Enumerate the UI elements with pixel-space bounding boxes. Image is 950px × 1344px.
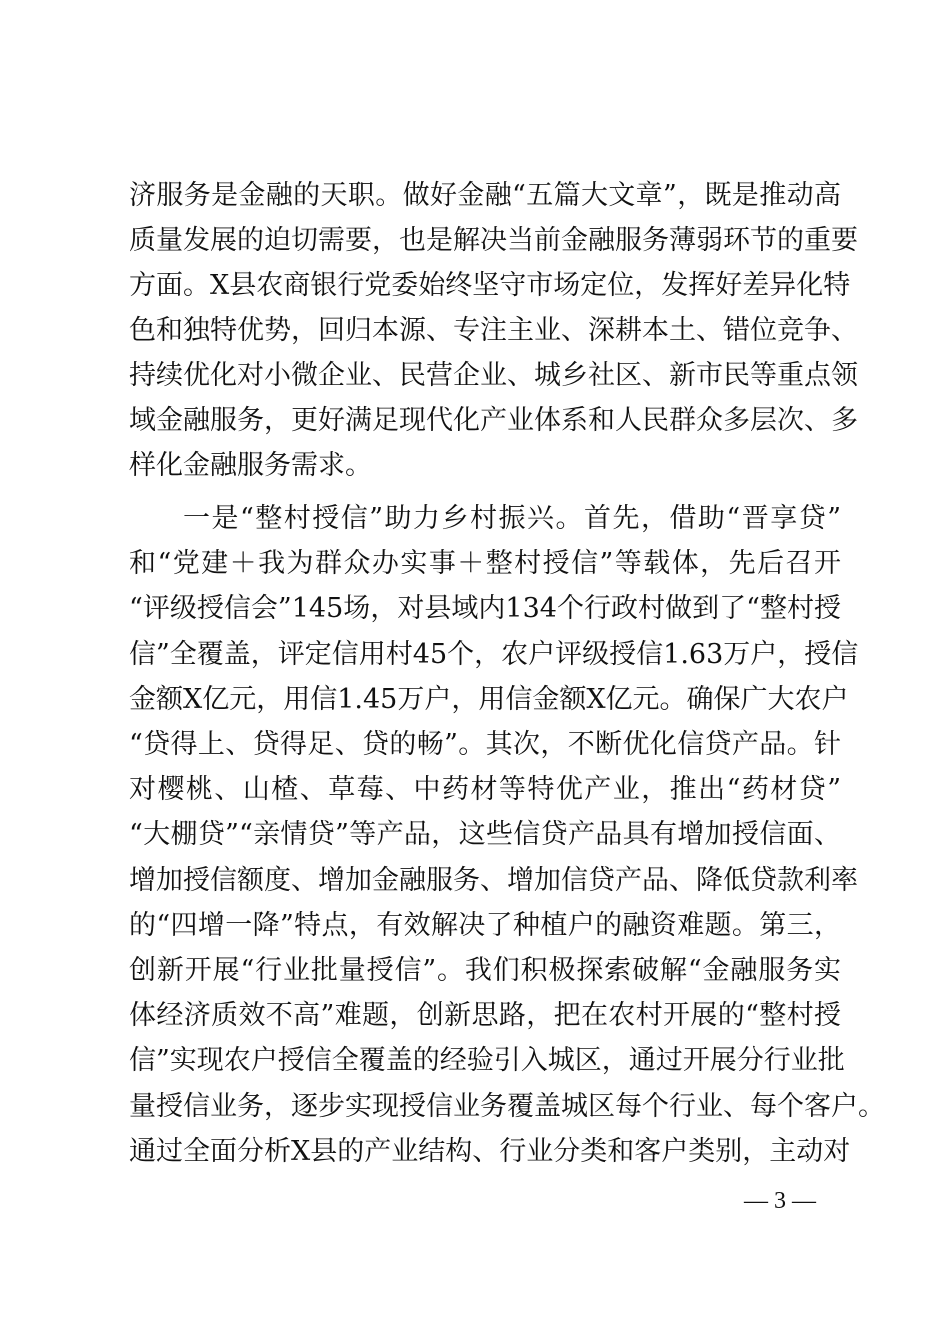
text-line-6: 域金融服务，更好满足现代化产业体系和人民群众多层次、多 (129, 405, 858, 436)
text-line-16: 增加授信额度、增加金融服务、增加信贷产品、降低贷款利率 (129, 865, 858, 896)
text-line-13: “贷得上、贷得足、贷的畅”。其次，不断优化信贷产品。针 (129, 729, 841, 760)
text-line-7: 样化金融服务需求。 (129, 450, 372, 481)
text-line-5: 持续优化对小微企业、民营企业、城乡社区、新市民等重点领 (129, 360, 858, 391)
text-line-12: 金额X亿元，用信1.45万户，用信金额X亿元。确保广大农户 (129, 684, 849, 715)
text-line-1: 济服务是金融的天职。做好金融“五篇大文章”，既是推动高 (129, 180, 841, 211)
text-line-17: 的“四增一降”特点，有效解决了种植户的融资难题。第三， (129, 910, 841, 941)
text-line-9: 和“党建＋我为群众办实事＋整村授信”等载体，先后召开 (129, 548, 841, 579)
text-line-10: “评级授信会”145场，对县域内134个行政村做到了“整村授 (129, 593, 841, 624)
text-line-2: 质量发展的迫切需要，也是解决当前金融服务薄弱环节的重要 (129, 225, 858, 256)
text-line-21: 量授信业务，逐步实现授信业务覆盖城区每个行业、每个客户。 (129, 1091, 885, 1122)
text-line-14: 对樱桃、山楂、草莓、中药材等特优产业，推出“药材贷” (129, 774, 841, 805)
text-line-22: 通过全面分析X县的产业结构、行业分类和客户类别，主动对 (129, 1136, 851, 1167)
text-line-4: 色和独特优势，回归本源、专注主业、深耕本土、错位竞争、 (129, 315, 858, 346)
text-line-8: 一是“整村授信”助力乡村振兴。首先，借助“晋享贷” (183, 503, 841, 534)
text-line-11: 信”全覆盖，评定信用村45个，农户评级授信1.63万户，授信 (129, 639, 859, 670)
page-number: — 3 — (744, 1188, 816, 1214)
text-line-18: 创新开展“行业批量授信”。我们积极探索破解“金融服务实 (129, 955, 841, 986)
text-line-19: 体经济质效不高”难题，创新思路，把在农村开展的“整村授 (129, 1000, 841, 1031)
text-line-15: “大棚贷”“亲情贷”等产品，这些信贷产品具有增加授信面、 (129, 819, 841, 850)
text-line-3: 方面。X县农商银行党委始终坚守市场定位，发挥好差异化特 (129, 270, 851, 301)
text-line-20: 信”实现农户授信全覆盖的经验引入城区，通过开展分行业批 (129, 1045, 845, 1076)
